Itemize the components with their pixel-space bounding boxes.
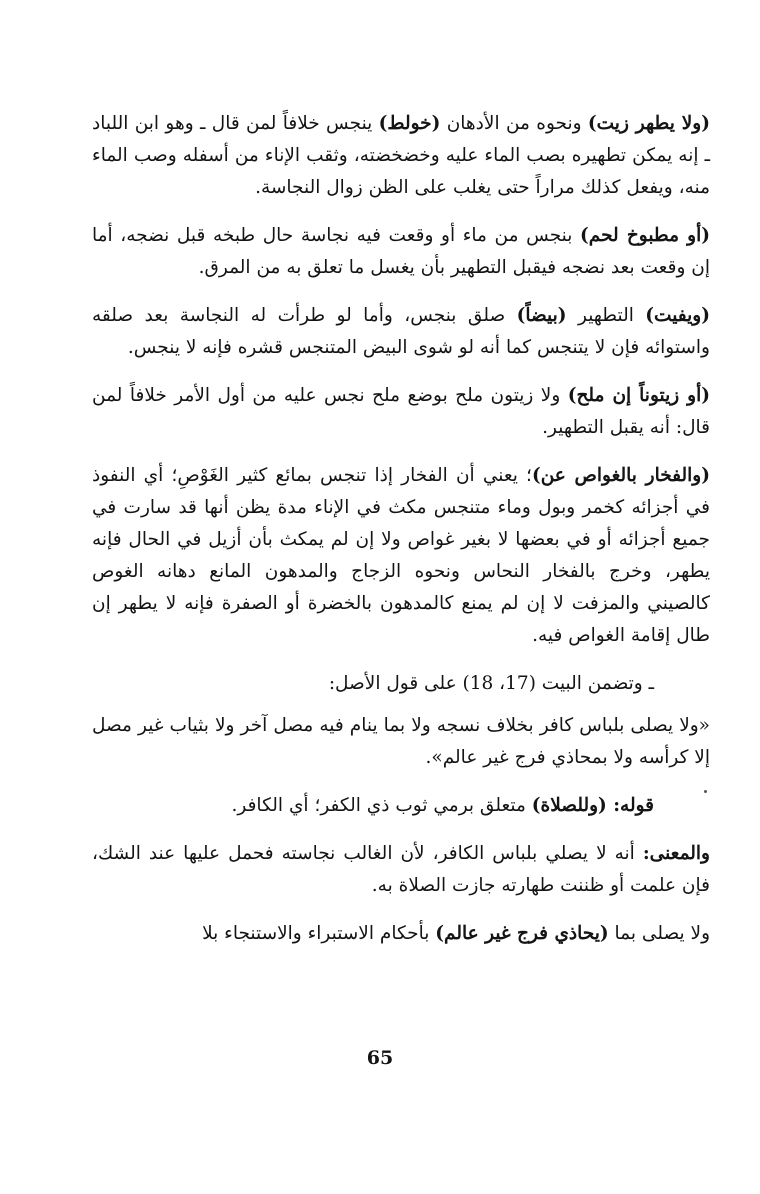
bold-term: (والفخار بالغواص عن) bbox=[531, 465, 710, 486]
bold-term: (يحاذي فرج غير عالم) bbox=[435, 923, 609, 944]
bold-term: قوله: (وللصلاة) bbox=[531, 795, 654, 816]
bold-term: (خولط) bbox=[378, 113, 441, 134]
text-run: أنه لا يصلي بلباس الكافر، لأن الغالب نجاسته فحمل عليها عند الشك، فإن علمت أو ظننت طهارته جازت الصلاة به. bbox=[92, 843, 710, 896]
page-number: 65 bbox=[366, 1047, 394, 1069]
text-run: ؛ يعني أن الفخار إذا تنجس بمائع كثير الغَوْصِ؛ أي النفوذ في أجزائه كخمر وبول وماء متنجس مكث في الإناء مدة يظن أنها قد سارت في جميع أجزائه أو في بعضها لا بغير غواص ولا إن لم يمكث بأن أزيل في الحال فإنه يطهر، وخرج بالفخار النحاس ونحوه الزجاج والمدهون المانع دهانه الغوص كالصيني والمزفت لا إن لم يمنع كالمدهون بالخضرة أو الصفرة فإنه لا يطهر إن طال إقامة الغواص فيه. bbox=[92, 465, 710, 646]
bold-term: (بيضاً) bbox=[516, 305, 567, 326]
text-run: متعلق برمي ثوب ذي الكفر؛ أي الكافر. bbox=[231, 795, 532, 816]
paragraph-7 bbox=[92, 710, 710, 774]
paragraph-3 bbox=[92, 300, 710, 364]
paragraph-9 bbox=[92, 838, 710, 902]
text-run: ولا يصلى بما bbox=[608, 923, 710, 944]
text-run: بنجس من ماء أو وقعت فيه نجاسة حال طبخه قبل نضجه، أما إن وقعت بعد نضجه فيقبل التطهير بأن يغسل ما تعلق به من المرق. bbox=[92, 225, 710, 278]
paragraph-1 bbox=[92, 108, 710, 204]
paragraph-8 bbox=[92, 790, 710, 822]
paragraph-10 bbox=[92, 918, 710, 950]
text-run: صلق بنجس، وأما لو طرأت له النجاسة بعد صلقه واستوائه فإن لا يتنجس كما أنه لو شوى البيض المتنجس قشره فإنه لا ينجس. bbox=[92, 305, 710, 358]
margin-dot bbox=[704, 790, 707, 793]
bold-term: (ولا يطهر زيت) bbox=[587, 113, 710, 134]
text-run: ونحوه من الأدهان bbox=[440, 113, 588, 134]
paragraph-6 bbox=[92, 668, 710, 700]
bold-term: (أو مطبوخ لحم) bbox=[580, 225, 710, 246]
paragraph-4 bbox=[92, 380, 710, 444]
paragraph-5 bbox=[92, 460, 710, 652]
text-run: ـ وتضمن البيت (17، 18) على قول الأصل: bbox=[328, 673, 654, 694]
text-run: ينجس خلافاً لمن قال ـ وهو ابن اللباد ـ إنه يمكن تطهيره بصب الماء عليه وخضخضته، وثقب الإناء من أسفله وصب الماء منه، ويفعل كذلك مراراً حتى يغلب على الظن زوال النجاسة. bbox=[92, 113, 710, 198]
bold-term: (أو زيتوناً إن ملح) bbox=[567, 385, 710, 406]
text-run: ولا زيتون ملح بوضع ملح نجس عليه من أول الأمر خلافاً لمن قال: أنه يقبل التطهير. bbox=[92, 385, 710, 438]
bold-term: والمعنى: bbox=[642, 843, 710, 864]
bold-term: (ويفيت) bbox=[645, 305, 710, 326]
text-run: بأحكام الاستبراء والاستنجاء بلا bbox=[202, 923, 436, 944]
body-text bbox=[92, 108, 710, 966]
text-run: التطهير bbox=[566, 305, 646, 326]
text-run: «ولا يصلى بلباس كافر بخلاف نسجه ولا بما ينام فيه مصل آخر ولا بثياب غير مصل إلا كرأسه ولا بمحاذي فرج غير عالم». bbox=[92, 715, 710, 768]
paragraph-2 bbox=[92, 220, 710, 284]
